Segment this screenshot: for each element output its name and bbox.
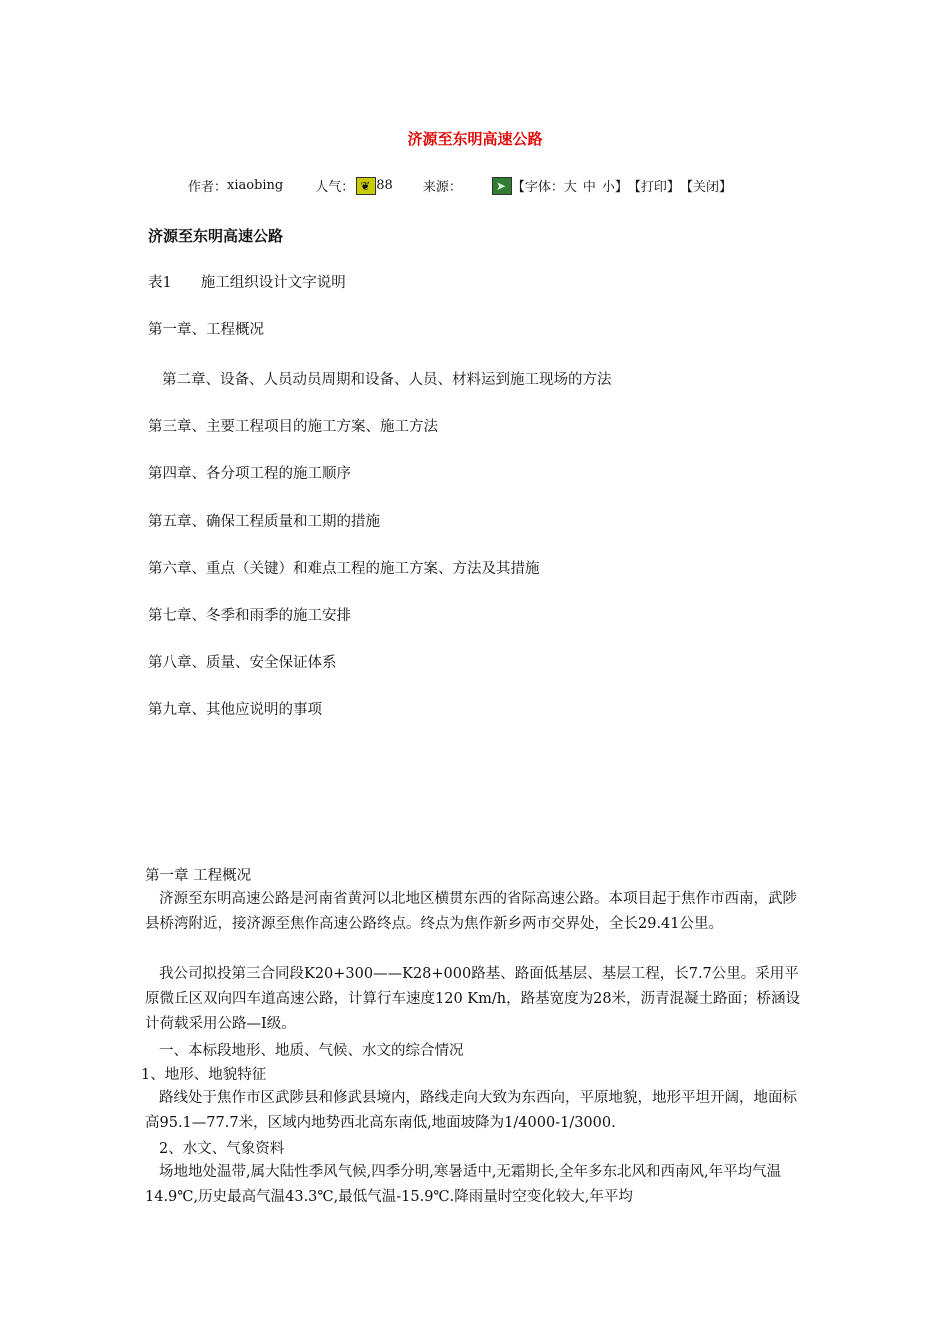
section-heading: 一、本标段地形、地质、气候、水文的综合情况 — [159, 1043, 464, 1059]
source-label: 来源： — [422, 180, 462, 195]
toc-item: 第九章、其他应说明的事项 — [148, 702, 322, 718]
author-name: xiaobing — [227, 178, 284, 193]
font-small-link[interactable]: 小 — [601, 180, 615, 195]
subsection-heading: 1、地形、地貌特征 — [141, 1067, 267, 1083]
print-link[interactable]: 【打印】 — [627, 180, 680, 195]
close-link[interactable]: 【关闭】 — [679, 180, 732, 195]
toc-item: 第四章、各分项工程的施工顺序 — [148, 466, 351, 482]
page-title: 济源至东明高速公路 — [407, 130, 543, 148]
chapter-title: 第一章 工程概况 — [145, 868, 252, 884]
toc-item: 第五章、确保工程质量和工期的措施 — [148, 514, 380, 530]
paragraph: 场地地处温带,属大陆性季风气候,四季分明,寒暑适中,无霜期长,全年多东北风和西南风,年平均气温14.9℃,历史最高气温43.3℃,最低气温-15.9℃.降雨量时空变化较大,年平均 — [145, 1164, 782, 1205]
paragraph: 我公司拟投第三合同段K20+300——K28+000路基、路面低基层、基层工程，长7.7公里。采用平原微丘区双向四车道高速公路，计算行车速度120 Km/h，路基宽度为28米，沥青混凝土路面；桥涵设计荷载采用公路—I级。 — [145, 966, 801, 1032]
document-heading: 济源至东明高速公路 — [148, 227, 284, 245]
article-meta — [188, 176, 732, 195]
toc-item: 第二章、设备、人员动员周期和设备、人员、材料运到施工现场的方法 — [162, 372, 612, 388]
font-medium-link[interactable]: 中 — [582, 180, 596, 195]
toc-item: 第七章、冬季和雨季的施工安排 — [148, 608, 351, 624]
toc-item: 第一章、工程概况 — [148, 322, 264, 338]
popularity-label: 人气： — [315, 180, 355, 195]
font-size-label: 【字体： — [511, 180, 564, 195]
subsection-heading: 2、水文、气象资料 — [159, 1141, 285, 1157]
font-size-close: 】 — [614, 180, 628, 195]
toc-item: 表1 施工组织设计文字说明 — [148, 275, 346, 291]
font-large-link[interactable]: 大 — [563, 180, 577, 195]
author-label: 作者： — [188, 180, 228, 195]
paragraph: 济源至东明高速公路是河南省黄河以北地区横贯东西的省际高速公路。本项目起于焦作市西南，武陟县桥湾附近，接济源至焦作高速公路终点。终点为焦作新乡两市交界处，全长29.41公里。 — [145, 891, 797, 932]
popularity-icon: ❦ — [356, 177, 376, 195]
toc-item: 第六章、重点（关键）和难点工程的施工方案、方法及其措施 — [148, 561, 540, 577]
popularity-count: 88 — [376, 178, 393, 193]
source-icon: ➤ — [492, 177, 512, 195]
paragraph: 路线处于焦作市区武陟县和修武县境内，路线走向大致为东西向，平原地貌，地形平坦开阔，地面标高95.1—77.7米，区域内地势西北高东南低,地面坡降为1/4000-1/3000. — [145, 1090, 797, 1131]
toc-item: 第三章、主要工程项目的施工方案、施工方法 — [148, 419, 438, 435]
toc-item: 第八章、质量、安全保证体系 — [148, 655, 337, 671]
